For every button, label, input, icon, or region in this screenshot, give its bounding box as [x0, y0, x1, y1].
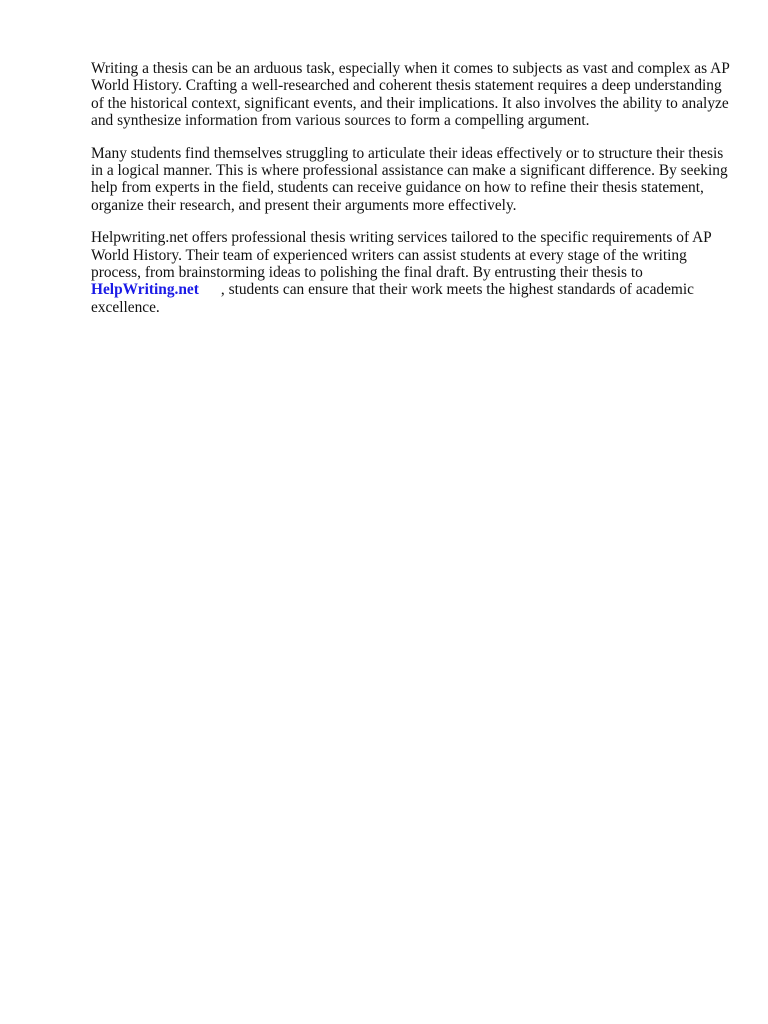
paragraph-intro: Writing a thesis can be an arduous task, especially when it comes to subjects as vast and complex as AP World History. Crafting a well-researched and coherent thesis statement requires a deep understanding of the historical context, significant events, and their implications. It also involves the ability to analyze and synthesize information from various sources to form a compelling argument. — [91, 60, 730, 130]
helpwriting-link[interactable]: HelpWriting.net — [91, 281, 199, 299]
paragraph-service — [91, 229, 731, 316]
paragraph-assistance: Many students find themselves struggling to articulate their ideas effectively or to structure their thesis in a logical manner. This is where professional assistance can make a significant difference. By seeking help from experts in the field, students can receive guidance on how to refine their thesis statement, organize their research, and present their arguments more effectively. — [91, 144, 728, 214]
paragraph-service-text-after: , students can ensure that their work meets the highest standards of academic excellence. — [91, 281, 695, 316]
document-body — [91, 60, 731, 331]
paragraph-service-text-before: Helpwriting.net offers professional thesis writing services tailored to the specific requirements of AP World History. Their team of experienced writers can assist students at every stage of the writing process, from brainstorming ideas to polishing the final draft. By entrusting their thesis to — [91, 229, 712, 282]
